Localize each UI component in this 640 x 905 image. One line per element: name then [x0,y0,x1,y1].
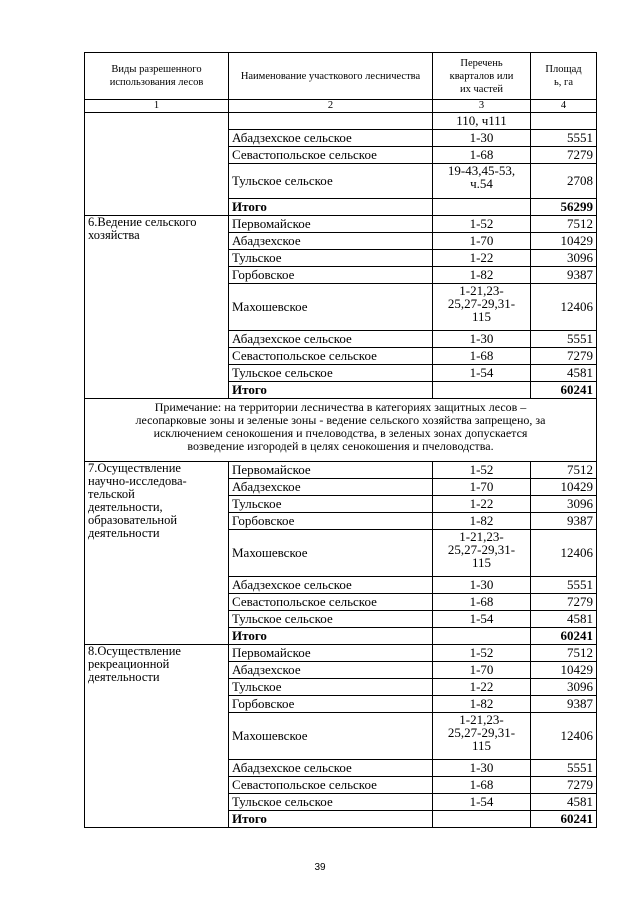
use-type-line: тельской [88,487,135,501]
area-cell: 9387 [531,513,597,530]
forestry-name-cell: Горбовское [229,513,433,530]
quarters-cell: 1-30 [433,331,531,348]
use-type-cell [85,113,229,216]
forestry-name-cell: Абадзехское сельское [229,331,433,348]
area-cell: 10429 [531,479,597,496]
quarters-line: 25,27-29,31- [447,542,516,557]
area-cell: 12406 [531,284,597,331]
forestry-name-cell: Абадзехское [229,233,433,250]
note-row [85,399,597,462]
total-label: Итого [229,811,433,828]
quarters-line: 25,27-29,31- [447,725,516,740]
area-cell: 12406 [531,530,597,577]
note-text [85,399,597,462]
header-use-type: Виды разрешенного использования лесов [85,53,229,100]
area-cell [531,113,597,130]
quarters-cell: 1-82 [433,696,531,713]
forestry-name-cell: Тульское [229,496,433,513]
quarters-cell [433,199,531,216]
quarters-cell: 1-52 [433,462,531,479]
quarters-cell [433,284,531,331]
forestry-name-cell: Абадзехское сельское [229,130,433,147]
area-cell: 4581 [531,365,597,382]
forestry-name-cell: Абадзехское [229,662,433,679]
forestry-name-cell: Первомайское [229,462,433,479]
use-type-line: 7.Осуществление [88,461,181,475]
forestry-name-cell: Абадзехское [229,479,433,496]
quarters-line: 1-21,23- [459,712,504,727]
quarters-cell: 1-82 [433,513,531,530]
quarters-cell [433,164,531,199]
quarters-cell: 1-52 [433,216,531,233]
area-cell: 7279 [531,147,597,164]
quarters-line: 1-21,23- [459,529,504,544]
header-area-line: Площад [545,64,582,75]
header-quarters-line: их частей [460,83,503,95]
use-type-line: хозяйства [88,228,140,242]
use-type-line: деятельности [88,670,160,684]
area-cell: 9387 [531,696,597,713]
use-type-line: деятельности, [88,500,163,514]
quarters-cell: 1-22 [433,679,531,696]
forest-use-table [84,52,597,828]
quarters-cell [433,811,531,828]
quarters-cell: 1-22 [433,250,531,267]
header-forestry-name: Наименование участкового лесничества [229,53,433,100]
forestry-name-cell [229,113,433,130]
forestry-name-cell: Тульское [229,679,433,696]
forestry-name-cell: Махошевское [229,284,433,331]
forestry-name-cell: Тульское сельское [229,365,433,382]
quarters-line: 19-43,45-53, [447,163,516,178]
quarters-cell: 110, ч111 [433,113,531,130]
quarters-cell: 1-68 [433,348,531,365]
use-type-cell [85,462,229,645]
column-number-row [85,100,597,113]
quarters-cell: 1-68 [433,594,531,611]
header-quarters [433,53,531,100]
quarters-cell: 1-68 [433,777,531,794]
quarters-cell: 1-52 [433,645,531,662]
area-cell: 3096 [531,250,597,267]
forestry-name-cell: Севастопольское сельское [229,147,433,164]
forestry-name-cell: Горбовское [229,267,433,284]
forestry-name-cell: Абадзехское сельское [229,760,433,777]
quarters-cell: 1-70 [433,479,531,496]
forestry-name-cell: Первомайское [229,216,433,233]
quarters-cell: 1-22 [433,496,531,513]
forestry-name-cell: Севастопольское сельское [229,348,433,365]
area-cell: 9387 [531,267,597,284]
use-type-line: деятельности [88,526,160,540]
quarters-line: 115 [471,738,492,753]
quarters-line: 115 [471,555,492,570]
table-row [85,216,597,233]
total-area: 56299 [531,199,597,216]
total-area: 60241 [531,382,597,399]
use-type-cell [85,216,229,399]
note-line: возведение изгородей в целях сенокошения и пчеловодства. [187,439,494,453]
area-cell: 4581 [531,611,597,628]
column-number: 4 [531,100,597,113]
forestry-name-cell: Тульское сельское [229,794,433,811]
column-number: 3 [433,100,531,113]
quarters-cell: 1-70 [433,662,531,679]
forestry-name-cell: Горбовское [229,696,433,713]
header-area-line: ь, га [553,77,573,88]
forestry-name-cell: Тульское сельское [229,611,433,628]
area-cell: 5551 [531,130,597,147]
forestry-name-cell: Абадзехское сельское [229,577,433,594]
area-cell: 10429 [531,662,597,679]
area-cell: 7512 [531,216,597,233]
forestry-name-cell: Махошевское [229,713,433,760]
table-row [85,113,597,130]
total-label: Итого [229,628,433,645]
area-cell: 5551 [531,331,597,348]
table-row [85,462,597,479]
quarters-cell [433,530,531,577]
forestry-name-cell: Тульское сельское [229,164,433,199]
column-number: 2 [229,100,433,113]
header-quarters-line: кварталов или [449,70,514,82]
quarters-cell [433,628,531,645]
quarters-cell: 1-30 [433,130,531,147]
quarters-line: 115 [471,309,492,324]
quarters-cell: 1-30 [433,577,531,594]
quarters-cell [433,713,531,760]
area-cell: 7512 [531,462,597,479]
quarters-cell: 1-54 [433,365,531,382]
area-cell: 3096 [531,496,597,513]
use-type-line: научно-исследова- [88,474,187,488]
area-cell: 7512 [531,645,597,662]
quarters-cell: 1-30 [433,760,531,777]
area-cell: 10429 [531,233,597,250]
area-cell: 3096 [531,679,597,696]
forestry-name-cell: Тульское [229,250,433,267]
area-cell: 12406 [531,713,597,760]
table-row [85,645,597,662]
area-cell: 7279 [531,594,597,611]
area-cell: 2708 [531,164,597,199]
quarters-cell: 1-54 [433,794,531,811]
quarters-line: 1-21,23- [459,283,504,298]
use-type-cell [85,645,229,828]
quarters-cell: 1-68 [433,147,531,164]
note-line: Примечание: на территории лесничества в категориях защитных лесов – [154,400,527,414]
header-quarters-line: Перечень [460,57,503,69]
forestry-name-cell: Севастопольское сельское [229,777,433,794]
area-cell: 5551 [531,760,597,777]
table-header-row [85,53,597,100]
quarters-line: 25,27-29,31- [447,296,516,311]
area-cell: 5551 [531,577,597,594]
area-cell: 7279 [531,348,597,365]
note-line: исключением сенокошения и пчеловодства, в зеленых зонах допускается [153,426,528,440]
quarters-cell [433,382,531,399]
note-line: лесопарковые зоны и зеленые зоны - ведение сельского хозяйства запрещено, за [135,413,546,427]
header-area [531,53,597,100]
use-type-line: 6.Ведение сельского [88,215,197,229]
page-number: 39 [314,862,326,873]
total-area: 60241 [531,811,597,828]
use-type-line: рекреационной [88,657,170,671]
area-cell: 4581 [531,794,597,811]
use-type-line: образовательной [88,513,178,527]
forestry-name-cell: Махошевское [229,530,433,577]
total-label: Итого [229,382,433,399]
forestry-name-cell: Первомайское [229,645,433,662]
total-area: 60241 [531,628,597,645]
quarters-cell: 1-54 [433,611,531,628]
quarters-cell: 1-82 [433,267,531,284]
use-type-line: 8.Осуществление [88,644,181,658]
total-label: Итого [229,199,433,216]
forestry-name-cell: Севастопольское сельское [229,594,433,611]
quarters-cell: 1-70 [433,233,531,250]
column-number: 1 [85,100,229,113]
area-cell: 7279 [531,777,597,794]
quarters-line: ч.54 [470,176,493,191]
